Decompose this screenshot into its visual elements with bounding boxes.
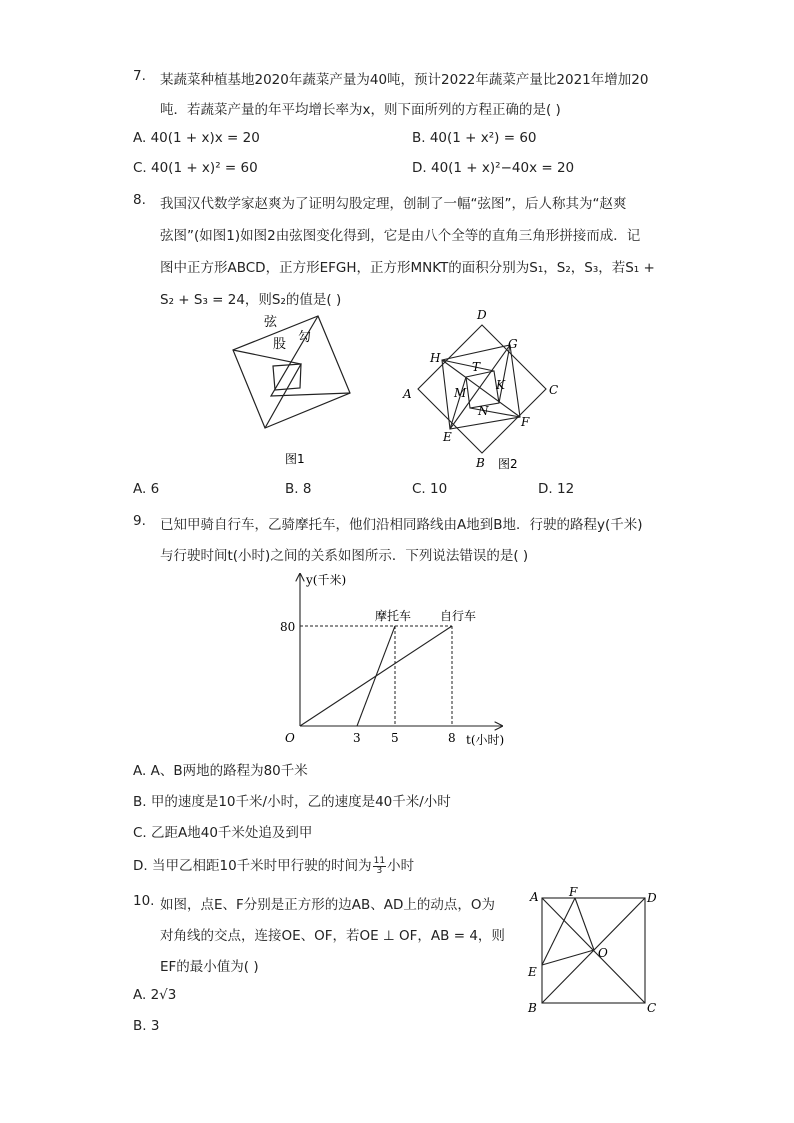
- label-A: A: [530, 890, 539, 904]
- q10-figure: [525, 885, 665, 1017]
- q8-stem-line4: S₂ + S₃ = 24，则S₂的值是( ): [160, 292, 342, 308]
- y-tick-label-80: 80: [280, 620, 296, 634]
- outer-square: [233, 316, 350, 428]
- q10-option-b: B. 3: [133, 1018, 160, 1034]
- q9-chart: [270, 566, 520, 751]
- segment-of: [575, 898, 594, 950]
- label-H: H: [430, 351, 441, 365]
- q8-number: 8.: [133, 192, 146, 208]
- q7-stem-line2: 吨．若蔬菜产量的年平均增长率为x，则下面所列的方程正确的是( ): [160, 102, 561, 118]
- q7-option-b: B. 40(1 + x²) = 60: [412, 130, 537, 146]
- fraction-numerator: 11: [373, 855, 386, 866]
- q7-option-d: D. 40(1 + x)²−40x = 20: [412, 160, 575, 176]
- label-M: M: [454, 386, 467, 400]
- q10-stem-line1: 如图，点E、F分别是正方形的边AB、AD上的动点，O为: [160, 897, 496, 913]
- x-axis-label: t(小时): [466, 733, 505, 747]
- label-B: B: [528, 1001, 537, 1015]
- q9-stem-line1: 已知甲骑自行车，乙骑摩托车，他们沿相同路线由A地到B地．行驶的路程y(千米): [160, 517, 643, 533]
- label-E: E: [443, 430, 452, 444]
- label-F: F: [521, 415, 530, 429]
- q9-option-d-text: D. 当甲乙相距10千米时甲行驶的时间为: [133, 858, 372, 874]
- q7-option-a: A. 40(1 + x)x = 20: [133, 130, 260, 146]
- label-D: D: [477, 308, 487, 322]
- q8-option-b: B. 8: [285, 481, 312, 497]
- q9-stem-line2: 与行驶时间t(小时)之间的关系如图所示．下列说法错误的是( ): [160, 548, 529, 564]
- fig1-caption: 图1: [285, 452, 305, 466]
- xian-label: 弦: [264, 315, 278, 330]
- q8-figure1: [225, 308, 365, 468]
- q8-option-a: A. 6: [133, 481, 160, 497]
- fraction-denominator: 3: [376, 865, 383, 876]
- q7-option-c: C. 40(1 + x)² = 60: [133, 160, 258, 176]
- q9-option-d: [133, 854, 414, 876]
- q8-stem-line3: 图中正方形ABCD，正方形EFGH，正方形MNKT的面积分别为S₁，S₂，S₃，若S₁ +: [160, 260, 655, 276]
- label-T: T: [472, 360, 481, 374]
- series-label-2: 自行车: [440, 609, 477, 623]
- origin-label: O: [285, 731, 295, 745]
- q9-option-d-unit: 小时: [387, 858, 415, 874]
- q10-stem-line2: 对角线的交点，连接OE、OF，若OE ⊥ OF，AB = 4，则: [160, 928, 505, 944]
- q9-option-a: A. A、B两地的路程为80千米: [133, 763, 308, 779]
- label-K: K: [496, 378, 505, 392]
- series-line-2: [300, 626, 452, 726]
- q8-stem-line1: 我国汉代数学家赵爽为了证明勾股定理，创制了一幅“弦图”，后人称其为“赵爽: [160, 196, 627, 212]
- label-C: C: [549, 383, 559, 397]
- label-O: O: [598, 946, 608, 960]
- fig2-caption: 图2: [498, 457, 518, 471]
- label-N: N: [478, 404, 489, 418]
- q8-option-c: C. 10: [412, 481, 448, 497]
- y-axis-label: y(千米): [306, 573, 347, 587]
- label-B: B: [476, 456, 485, 470]
- q10-stem-line3: EF的最小值为( ): [160, 959, 259, 975]
- label-D: D: [647, 891, 657, 905]
- q8-stem-line2: 弦图”(如图1)如图2由弦图变化得到，它是由八个全等的直角三角形拼接而成．记: [160, 228, 641, 244]
- label-C: C: [647, 1001, 657, 1015]
- gu-label: 股: [273, 337, 287, 352]
- q8-figure2: [398, 305, 568, 475]
- label-A: A: [403, 387, 412, 401]
- q9-option-c: C. 乙距A地40千米处追及到甲: [133, 825, 313, 841]
- q9-option-b: B. 甲的速度是10千米/小时，乙的速度是40千米/小时: [133, 794, 451, 810]
- x-tick-label-8: 8: [448, 731, 456, 745]
- q7-stem-line1: 某蔬菜种植基地2020年蔬菜产量为40吨，预计2022年蔬菜产量比2021年增加20: [160, 72, 649, 88]
- segment-ef: [542, 898, 575, 965]
- q10-number: 10.: [133, 893, 155, 909]
- q10-option-a: A. 2√3: [133, 987, 177, 1003]
- q8-option-d: D. 12: [538, 481, 575, 497]
- q9-number: 9.: [133, 513, 146, 529]
- q7-number: 7.: [133, 68, 146, 84]
- series-label-1: 摩托车: [375, 609, 412, 623]
- label-F: F: [569, 885, 578, 899]
- q9-option-d-fraction: [373, 857, 386, 876]
- gou-label: 勾: [298, 330, 312, 345]
- inner-triangles-a: [271, 316, 350, 396]
- x-tick-label-3: 3: [353, 731, 361, 745]
- x-tick-label-5: 5: [391, 731, 399, 745]
- label-E: E: [528, 965, 537, 979]
- label-G: G: [508, 337, 518, 351]
